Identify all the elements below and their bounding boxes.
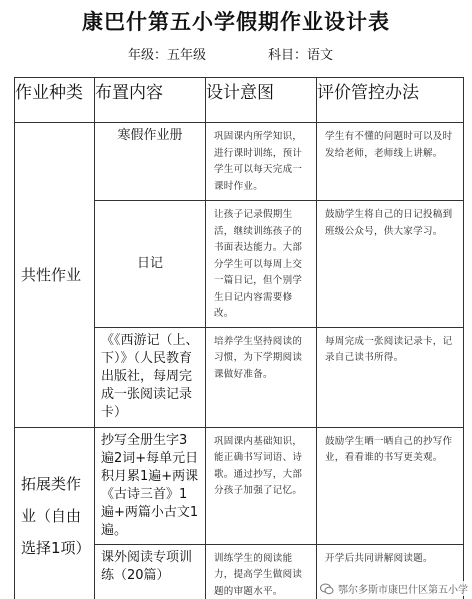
homework-design-table — [14, 77, 464, 599]
watermark — [320, 581, 468, 596]
table-row — [15, 123, 464, 201]
row-intent: 巩固课内所学知识，进行课时训练，预计学生可以每天完成一课时作业。 — [206, 123, 317, 201]
row-content: 《《西游记（上、下）》（人民教育出版社，每周完成一张阅读记录卡） — [95, 327, 206, 427]
row-intent: 训练学生的阅读能力，提高学生做阅读题的审题水平。 — [206, 544, 317, 599]
row-intent: 培养学生坚持阅读的习惯，为下学期阅读课做好准备。 — [206, 327, 317, 427]
grade-label: 年级：五年级 — [128, 48, 207, 63]
header-type: 作业种类 — [15, 78, 95, 123]
row-content: 日记 — [95, 201, 206, 328]
header-evaluation: 评价管控办法 — [317, 78, 464, 123]
row-evaluation: 鼓励学生晒一晒自己的抄写作业，看看谁的书写更美观。 — [317, 427, 464, 544]
header-intent: 设计意图 — [206, 78, 317, 123]
table-row — [15, 427, 464, 544]
table-header-row — [15, 78, 464, 123]
subject-label: 科目：语文 — [268, 48, 334, 63]
row-intent: 巩固课内基础知识，能正确书写词语、诗歌。通过抄写，大部分孩子加强了记忆。 — [206, 427, 317, 544]
wechat-icon — [320, 583, 334, 595]
row-evaluation: 每周完成一张阅读记录卡，记录自己读书所得。 — [317, 327, 464, 427]
watermark-text: 鄂尔多斯市康巴什区第五小学 — [338, 585, 468, 596]
row-content: 寒假作业册 — [95, 123, 206, 201]
row-evaluation: 开学后共同讲解阅读题。 — [317, 544, 464, 599]
category-common: 共性作业 — [15, 123, 95, 428]
row-evaluation: 鼓励学生将自己的日记投稿到班级公众号，供大家学习。 — [317, 201, 464, 328]
row-content: 课外阅读专项训练（20篇） — [95, 544, 206, 599]
category-extended: 拓展类作业（自由选择1项） — [15, 427, 95, 599]
row-intent: 让孩子记录假期生活，继续训练孩子的书面表达能力。大部分学生可以每周上交一篇日记，但个别学生日记内容需要修改。 — [206, 201, 317, 328]
row-content: 抄写全册生字3遍2词+每单元日积月累1遍+两课《古诗三首》1遍+两篇小古文1遍。 — [95, 427, 206, 544]
page-title: 康巴什第五小学假期作业设计表 — [82, 10, 390, 34]
header-content: 布置内容 — [95, 78, 206, 123]
row-evaluation: 学生有不懂的问题时可以及时发给老师，老师线上讲解。 — [317, 123, 464, 201]
